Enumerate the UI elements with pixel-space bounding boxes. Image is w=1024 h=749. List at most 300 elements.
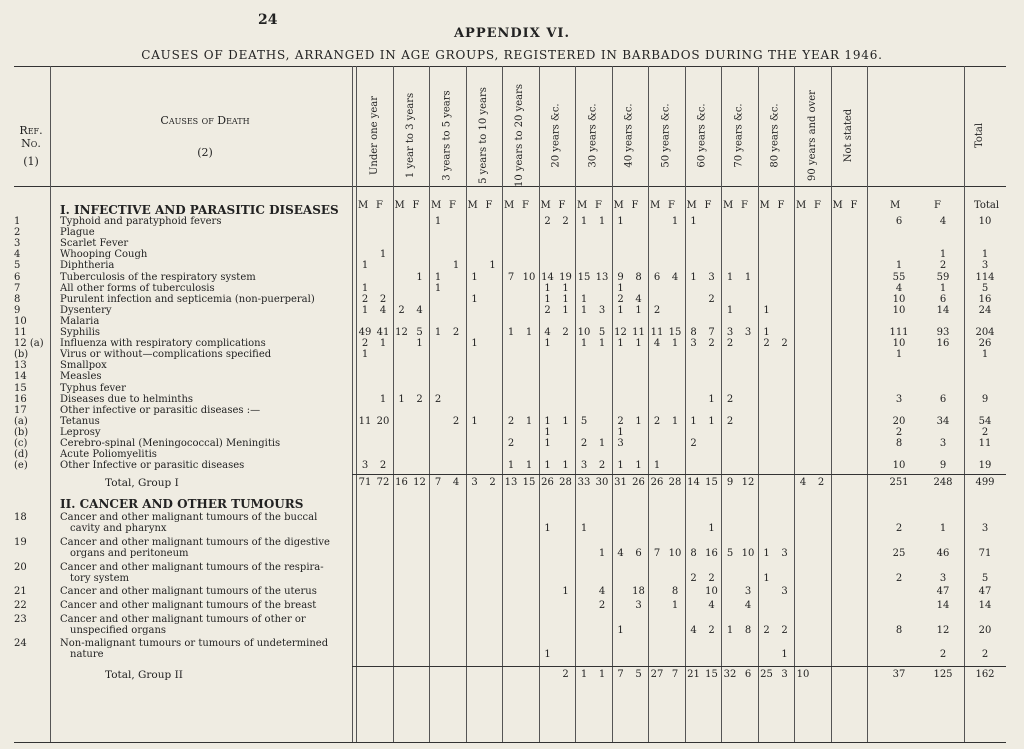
table-cell: 71 — [358, 477, 372, 489]
table-cell: 2 — [726, 393, 734, 405]
table-cell: 2 — [781, 624, 788, 636]
ref-number: 1 — [14, 216, 21, 227]
table-cell: 2 — [617, 293, 624, 305]
male-total: 8 — [895, 438, 903, 449]
f-header: F — [850, 200, 858, 211]
ref-number: 15 — [14, 382, 27, 394]
cause-label-cont: nature — [70, 649, 104, 661]
table-cell: 1 — [690, 216, 697, 227]
f-header: F — [668, 200, 675, 211]
female-total: 3 — [939, 572, 947, 584]
age-group-label: 50 years &c. — [660, 102, 672, 168]
column-divider — [612, 66, 613, 742]
female-total: 125 — [933, 669, 953, 680]
cause-label: Other infective or parasitic diseases :— — [60, 404, 261, 416]
table-cell: 1 — [671, 415, 679, 427]
column-divider — [575, 66, 576, 742]
grand-total: 14 — [978, 600, 992, 611]
age-group-label: 30 years &c. — [587, 102, 599, 168]
grand-total: 16 — [978, 293, 992, 305]
column-divider — [502, 66, 503, 742]
table-cell: 16 — [705, 548, 718, 560]
table-cell: 3 — [781, 586, 788, 598]
table-cell: 3 — [617, 438, 624, 449]
female-total: 1 — [939, 282, 947, 294]
female-total: 9 — [939, 460, 947, 472]
column-divider — [648, 66, 649, 742]
table-cell: 1 — [361, 282, 369, 294]
table-cell: 2 — [708, 624, 715, 636]
table-cell: 10 — [668, 548, 682, 560]
table-cell: 1 — [562, 415, 569, 427]
cause-label: Whooping Cough — [60, 249, 148, 261]
ref-number: (c) — [14, 438, 28, 449]
grand-total: 20 — [978, 624, 992, 636]
age-group-header — [804, 90, 820, 180]
table-cell: 1 — [726, 271, 734, 283]
table-cell: 1 — [763, 327, 770, 338]
f-header: F — [522, 200, 529, 211]
female-total: 14 — [936, 304, 950, 316]
table-cell: 15 — [705, 669, 718, 680]
female-total: 46 — [936, 548, 950, 560]
table-cell: 1 — [507, 327, 515, 338]
age-group-label: 1 year to 3 years — [405, 92, 417, 178]
female-total: 4 — [939, 216, 947, 227]
table-cell: 9 — [726, 477, 734, 489]
table-cell: 20 — [376, 415, 390, 427]
table-cell: 1 — [690, 271, 697, 283]
f-header: F — [777, 200, 785, 211]
male-total: 1 — [895, 260, 903, 272]
table-cell: 2 — [708, 293, 715, 305]
section-title: I. INFECTIVE AND PARASITIC DISEASES — [60, 203, 339, 217]
table-cell: 2 — [580, 438, 588, 449]
female-total: 12 — [936, 624, 950, 636]
m-header: M — [613, 200, 624, 211]
age-group-header — [622, 90, 638, 180]
age-group-header — [549, 90, 565, 180]
ref-number: 20 — [14, 561, 27, 573]
table-cell: 4 — [671, 271, 679, 283]
male-total: 10 — [892, 460, 906, 472]
table-cell: 11 — [650, 327, 664, 338]
cause-label: Scarlet Fever — [60, 238, 129, 250]
male-total: 111 — [889, 327, 909, 338]
table-cell: 31 — [614, 477, 627, 489]
column-divider — [867, 66, 868, 742]
cause-label: Cancer and other malignant tumours of the digestive — [60, 537, 330, 548]
grand-total: 54 — [978, 415, 992, 427]
age-group-header — [731, 90, 747, 180]
table-cell: 12 — [395, 327, 408, 338]
table-cell: 3 — [471, 477, 478, 489]
cause-label: Diphtheria — [60, 260, 115, 272]
grand-total: 26 — [978, 338, 992, 350]
table-cell: 1 — [580, 669, 588, 680]
grand-total: 5 — [981, 282, 989, 294]
table-cell: 1 — [525, 415, 533, 427]
cause-label: Smallpox — [60, 360, 107, 372]
cause-label: Cancer and other malignant tumours of the uterus — [60, 586, 317, 598]
column-divider — [794, 66, 795, 742]
male-total: 25 — [892, 548, 906, 560]
m-header: M — [394, 200, 405, 211]
age-group-label: 5 years to 10 years — [478, 86, 490, 184]
cause-label: Acute Poliomyelitis — [60, 449, 157, 461]
cause-label: Dysentery — [60, 304, 112, 316]
m-header: M — [431, 200, 442, 211]
male-total: 1 — [895, 349, 903, 361]
table-cell: 10 — [577, 327, 591, 338]
table-cell: 1 — [598, 548, 606, 560]
female-total: 34 — [936, 415, 950, 427]
age-group-header — [658, 90, 674, 180]
male-total: 20 — [892, 415, 906, 427]
table-cell: 1 — [525, 460, 533, 472]
ref-number: (d) — [14, 449, 29, 461]
table-cell: 1 — [763, 572, 770, 584]
table-cell: 1 — [434, 216, 442, 227]
table-cell: 1 — [781, 649, 788, 661]
cause-label: Plague — [60, 227, 95, 239]
age-group-header — [476, 86, 492, 184]
table-cell: 28 — [559, 477, 572, 489]
table-cell: 4 — [617, 548, 624, 560]
table-cell: 1 — [580, 523, 588, 535]
table-cell: 1 — [617, 624, 624, 636]
table-cell: 1 — [544, 415, 551, 427]
table-cell: 13 — [595, 271, 609, 283]
f-header: F — [376, 200, 383, 211]
female-total: 93 — [936, 327, 950, 338]
column-divider — [356, 66, 357, 742]
table-cell: 7 — [671, 669, 679, 680]
table-cell: 2 — [653, 415, 661, 427]
table-cell: 1 — [416, 338, 423, 350]
grand-total: 1 — [981, 249, 989, 261]
table-cell: 13 — [504, 477, 518, 489]
f-header: F — [631, 200, 639, 211]
grand-total: 19 — [978, 460, 992, 472]
grand-total: 3 — [981, 523, 989, 535]
table-cell: 2 — [763, 338, 770, 350]
table-cell: 1 — [434, 327, 442, 338]
table-cell: 1 — [617, 426, 624, 438]
column-divider — [831, 66, 832, 742]
table-cell: 1 — [671, 600, 679, 611]
cause-label: Cerebro-spinal (Meningococcal) Meningitis — [60, 438, 281, 449]
appendix-title: APPENDIX VI. — [453, 26, 571, 41]
table-cell: 1 — [763, 304, 770, 316]
grand-total: 2 — [981, 426, 989, 438]
table-cell: 2 — [452, 415, 460, 427]
ref-number: 18 — [14, 512, 27, 524]
ref-number: (e) — [14, 460, 28, 472]
ref-number: 2 — [14, 227, 21, 239]
table-cell: 1 — [653, 460, 661, 472]
cause-label-cont: tory system — [70, 572, 129, 584]
ref-number: (a) — [14, 415, 28, 427]
total-header-label: Total — [974, 122, 986, 148]
table-cell: 1 — [544, 523, 551, 535]
table-cell: 7 — [653, 548, 661, 560]
table-cell: 4 — [653, 338, 661, 350]
age-group-header — [585, 90, 601, 180]
table-cell: 72 — [376, 477, 390, 489]
table-cell: 1 — [471, 338, 478, 350]
total-rule — [352, 474, 1006, 475]
table-cell: 1 — [617, 304, 624, 316]
table-cell: 6 — [653, 271, 661, 283]
table-cell: 1 — [544, 338, 551, 350]
table-cell: 2 — [726, 338, 734, 350]
table-cell: 15 — [522, 477, 536, 489]
table-cell: 1 — [580, 338, 588, 350]
m-header: M — [759, 200, 770, 211]
ref-number: 24 — [14, 638, 27, 650]
table-cell: 1 — [489, 260, 496, 272]
table-cell: 8 — [690, 548, 697, 560]
ref-number: 16 — [14, 393, 27, 405]
table-cell: 1 — [544, 460, 551, 472]
table-cell: 10 — [741, 548, 755, 560]
m-total-header: M — [890, 200, 901, 211]
table-cell: 33 — [577, 477, 591, 489]
male-total: 3 — [895, 393, 903, 405]
table-cell: 1 — [562, 293, 569, 305]
female-total: 1 — [939, 523, 947, 535]
table-cell: 19 — [559, 271, 572, 283]
cause-label: Cancer and other malignant tumours of the respira- — [60, 561, 324, 573]
table-cell: 1 — [598, 438, 606, 449]
grand-total: 114 — [975, 271, 995, 283]
table-cell: 10 — [522, 271, 536, 283]
grand-total: 1 — [981, 349, 989, 361]
table-cell: 1 — [598, 338, 606, 350]
male-total: 2 — [895, 572, 903, 584]
table-cell: 2 — [690, 572, 697, 584]
ref-number: 6 — [14, 271, 21, 283]
table-cell: 1 — [544, 293, 551, 305]
f-header: F — [485, 200, 493, 211]
age-group-label: 90 years and over — [806, 89, 818, 181]
header-rule — [14, 186, 1006, 187]
table-cell: 1 — [580, 304, 588, 316]
male-total: 8 — [895, 624, 903, 636]
table-cell: 1 — [726, 304, 734, 316]
table-cell: 18 — [632, 586, 645, 598]
table-cell: 1 — [544, 282, 551, 294]
table-cell: 25 — [760, 669, 773, 680]
table-cell: 15 — [577, 271, 591, 283]
table-cell: 4 — [708, 600, 715, 611]
table-cell: 4 — [598, 586, 606, 598]
age-group-label: 3 years to 5 years — [441, 89, 453, 181]
table-cell: 9 — [617, 271, 624, 283]
table-cell: 28 — [668, 477, 682, 489]
table-cell: 5 — [598, 327, 606, 338]
cause-label: All other forms of tuberculosis — [60, 282, 215, 294]
male-total: 37 — [892, 669, 906, 680]
bottom-rule — [14, 742, 1006, 743]
table-cell: 4 — [799, 477, 807, 489]
table-cell: 2 — [379, 293, 387, 305]
table-cell: 2 — [817, 477, 825, 489]
table-cell: 11 — [632, 327, 645, 338]
table-cell: 1 — [379, 393, 387, 405]
female-total: 14 — [936, 600, 950, 611]
table-cell: 12 — [614, 327, 627, 338]
table-cell: 4 — [544, 327, 551, 338]
f-header: F — [558, 200, 566, 211]
table-cell: 2 — [562, 216, 569, 227]
ref-number: 4 — [14, 249, 21, 261]
ref-number: 9 — [14, 304, 21, 316]
table-cell: 3 — [708, 271, 715, 283]
age-group-label: Under one year — [368, 95, 380, 175]
table-cell: 8 — [635, 271, 642, 283]
ref-number: 14 — [14, 371, 27, 383]
male-total: 4 — [895, 282, 903, 294]
table-cell: 1 — [434, 282, 442, 294]
table-cell: 1 — [708, 523, 715, 535]
ref-number: 7 — [14, 282, 21, 294]
table-cell: 26 — [541, 477, 554, 489]
table-cell: 2 — [489, 477, 496, 489]
table-cell: 32 — [723, 669, 737, 680]
cause-label: Tetanus — [60, 415, 100, 427]
table-cell: 2 — [507, 415, 515, 427]
table-cell: 26 — [650, 477, 664, 489]
table-cell: 4 — [690, 624, 697, 636]
m-header: M — [467, 200, 478, 211]
table-cell: 1 — [708, 393, 715, 405]
male-total: 2 — [895, 523, 903, 535]
table-cell: 4 — [452, 477, 460, 489]
ref-number: 5 — [14, 260, 21, 272]
ref-header: Ref. No. — [19, 124, 43, 150]
grand-total: 5 — [981, 572, 989, 584]
age-group-label: 10 years to 20 years — [514, 83, 526, 187]
table-cell: 2 — [653, 304, 661, 316]
table-cell: 2 — [708, 338, 715, 350]
cause-label-cont: cavity and pharynx — [70, 523, 167, 535]
cause-label: Non-malignant tumours or tumours of undetermined — [60, 638, 329, 650]
cause-label: Diseases due to helminths — [60, 393, 194, 405]
ref-number: 11 — [14, 327, 27, 338]
column-divider — [466, 66, 467, 742]
male-total: 10 — [892, 338, 906, 350]
m-header: M — [723, 200, 734, 211]
table-cell: 2 — [416, 393, 423, 405]
age-group-label: 20 years &c. — [551, 102, 562, 168]
table-cell: 7 — [507, 271, 515, 283]
age-group-header — [768, 90, 784, 180]
age-group-header — [439, 90, 455, 180]
group-total-label: Total, Group II — [105, 669, 183, 681]
column-divider — [758, 66, 759, 742]
grand-total: 204 — [975, 327, 995, 338]
f-header: F — [412, 200, 420, 211]
age-group-header — [841, 90, 857, 180]
table-cell: 1 — [598, 216, 606, 227]
table-cell: 5 — [416, 327, 423, 338]
table-cell: 1 — [617, 282, 624, 294]
m-header: M — [577, 200, 588, 211]
grand-total: 499 — [975, 477, 995, 489]
female-total: 47 — [936, 586, 950, 598]
table-cell: 1 — [471, 293, 478, 305]
female-total: 248 — [933, 477, 953, 489]
table-cell: 1 — [507, 460, 515, 472]
m-header: M — [832, 200, 843, 211]
total-header — [972, 90, 988, 180]
table-cell: 5 — [635, 669, 642, 680]
table-cell: 3 — [781, 548, 788, 560]
f-header: F — [741, 200, 748, 211]
table-cell: 2 — [726, 415, 734, 427]
table-cell: 4 — [379, 304, 387, 316]
table-cell: 2 — [361, 293, 369, 305]
table-cell: 27 — [650, 669, 664, 680]
table-cell: 6 — [635, 548, 642, 560]
table-cell: 1 — [361, 260, 369, 272]
cause-header: Causes of Death — [160, 114, 250, 127]
table-cell: 12 — [413, 477, 426, 489]
table-cell: 1 — [635, 460, 642, 472]
table-cell: 1 — [635, 304, 642, 316]
cause-label: Virus or without—complications specified — [60, 349, 272, 361]
table-cell: 2 — [562, 327, 569, 338]
table-cell: 1 — [398, 393, 405, 405]
female-total: 59 — [936, 271, 950, 283]
table-cell: 5 — [580, 415, 588, 427]
female-total: 16 — [936, 338, 950, 350]
ref-number: 12 (a) — [14, 338, 44, 350]
table-cell: 2 — [544, 304, 551, 316]
male-total: 55 — [892, 271, 906, 283]
ref-number: 10 — [14, 315, 27, 327]
m-header: M — [540, 200, 551, 211]
table-cell: 49 — [358, 327, 372, 338]
table-subtitle: CAUSES OF DEATHS, ARRANGED IN AGE GROUPS, REGISTERED IN BARBADOS DURING THE YEAR 1946. — [141, 48, 883, 62]
column-divider — [352, 66, 353, 742]
table-cell: 1 — [544, 438, 551, 449]
cause-label-cont: unspecified organs — [70, 624, 167, 636]
table-cell: 2 — [398, 304, 405, 316]
table-cell: 1 — [562, 586, 569, 598]
cause-label: Leprosy — [60, 426, 101, 438]
cause-label: Malaria — [60, 315, 100, 327]
table-cell: 1 — [434, 271, 442, 283]
table-cell: 10 — [705, 586, 718, 598]
grand-total: 2 — [981, 649, 989, 661]
table-cell: 6 — [744, 669, 752, 680]
male-total: 251 — [889, 477, 909, 489]
table-cell: 16 — [395, 477, 408, 489]
table-cell: 3 — [598, 304, 606, 316]
table-cell: 7 — [434, 477, 442, 489]
table-cell: 2 — [763, 624, 770, 636]
age-group-label: Not stated — [843, 108, 855, 162]
table-cell: 1 — [562, 282, 569, 294]
table-cell: 2 — [708, 572, 715, 584]
table-cell: 1 — [671, 338, 679, 350]
table-cell: 1 — [635, 415, 642, 427]
ref-number: 23 — [14, 613, 27, 625]
table-cell: 1 — [379, 338, 387, 350]
